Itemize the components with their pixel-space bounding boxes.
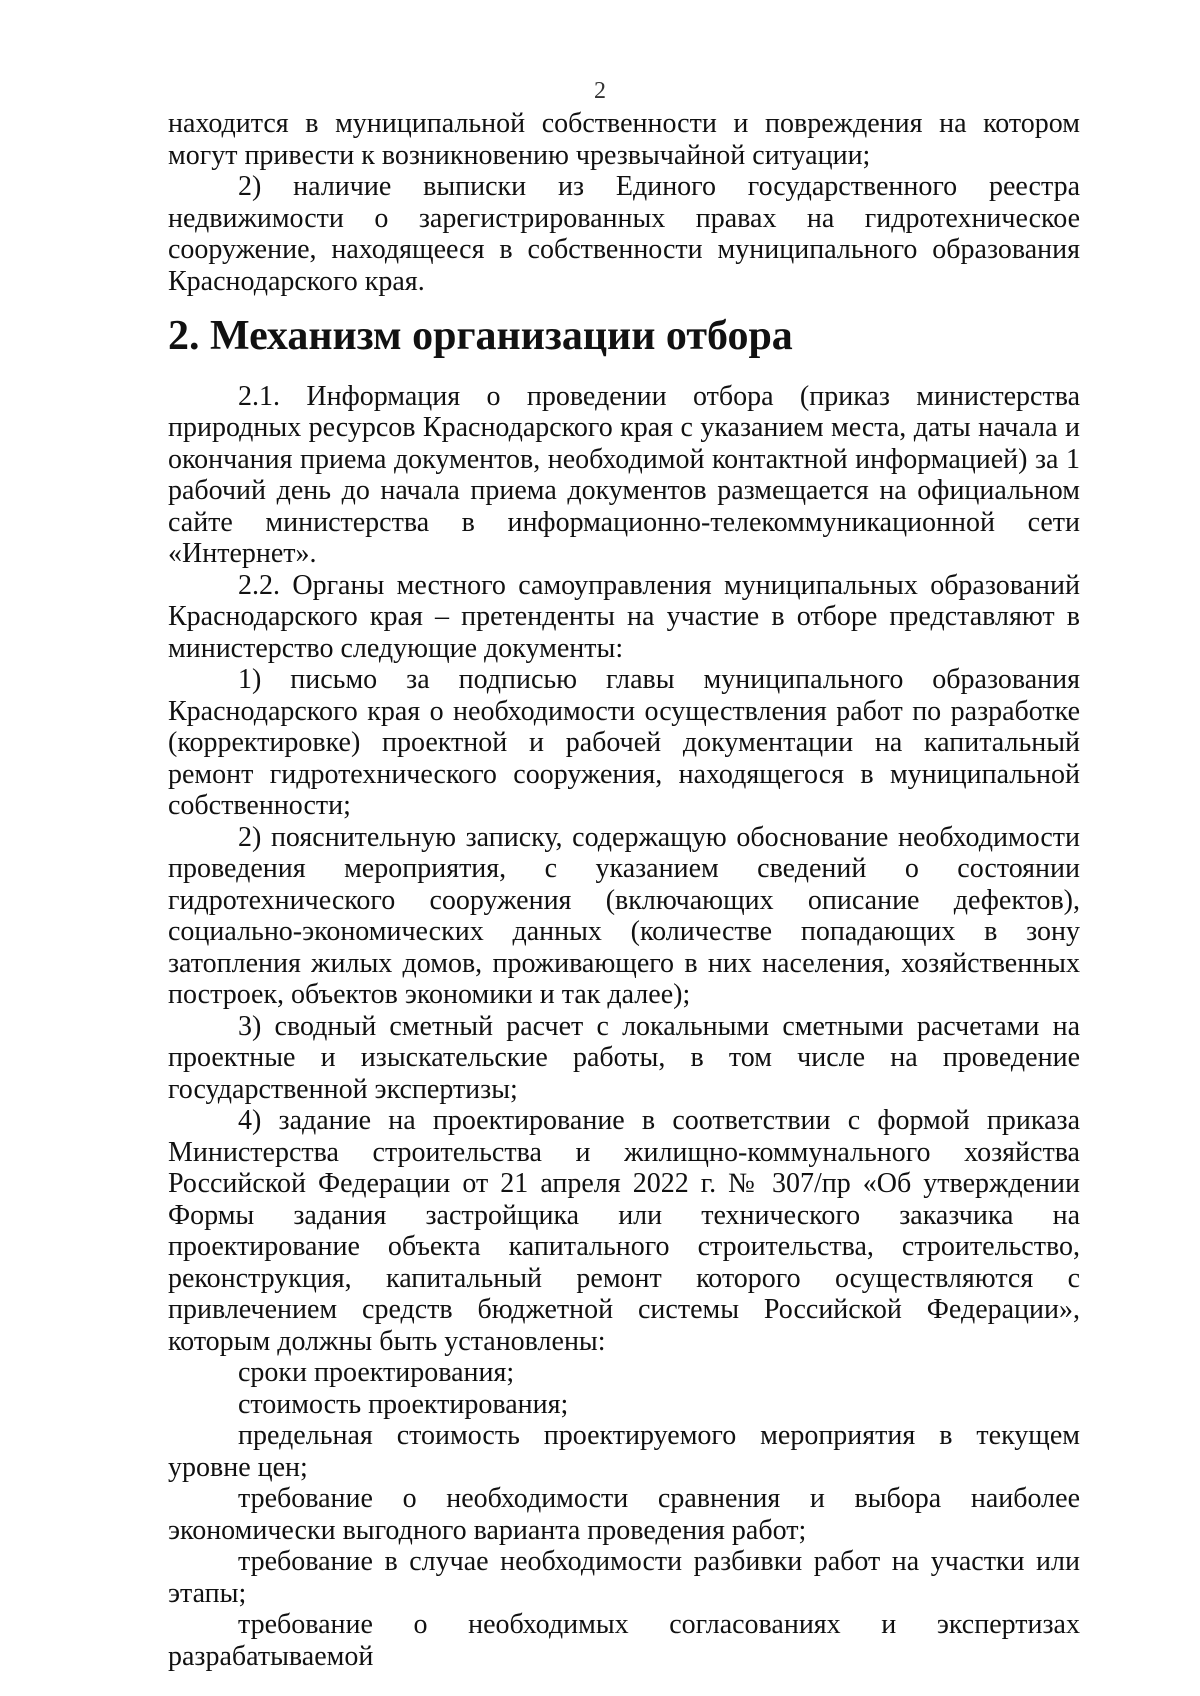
list-item: сроки проектирования; [238, 1357, 515, 1388]
paragraph-estimate: 3) сводный сметный расчет с локальными сметными расчетами на проектные и изыскательские работы, в том числе на проведение государственной экспертизы; [168, 1010, 1080, 1105]
paragraph-design-task: 4) задание на проектирование в соответствии с формой приказа Министерства строительства и жилищно-коммунального хозяйства Российской Федерации от 21 апреля 2022 г. № 307/пр «Об утверждении Формы задания застройщика или технического заказчика на проектирование объекта капитального строительства, строительство, реконструкция, капитальный ремонт которого осуществляются с привлечением средств бюджетной системы Российской Федерации», которым должны быть установлены: [168, 1105, 1080, 1357]
list-item: предельная стоимость проектируемого мероприятия в текущем уровне цен; [168, 1420, 1080, 1483]
paragraph-continuation: находится в муниципальной собственности и повреждения на котором могут привести к возникновению чрезвычайной ситуации; [168, 108, 1080, 171]
document-body [168, 108, 1080, 1672]
list-item: требование в случае необходимости разбивки работ на участки или этапы; [168, 1546, 1080, 1609]
paragraph-2-1: 2.1. Информация о проведении отбора (приказ министерства природных ресурсов Краснодарского края с указанием места, даты начала и окончания приема документов, необходимой контактной информацией) за 1 рабочий день до начала приема документов размещается на официальном сайте министерства в информационно-телекоммуникационной сети «Интернет». [168, 380, 1080, 569]
paragraph-item-2-extract: 2) наличие выписки из Единого государственного реестра недвижимости о зарегистрированных правах на гидротехническое сооружение, находящееся в собственности муниципального образования Краснодарского края. [168, 171, 1080, 297]
list-item: требование о необходимых согласованиях и экспертизах разрабатываемой [168, 1609, 1080, 1672]
page-number: 2 [594, 78, 606, 104]
section-heading: 2. Механизм организации отбора [168, 313, 793, 359]
list-item: требование о необходимости сравнения и выбора наиболее экономически выгодного варианта проведения работ; [168, 1483, 1080, 1546]
list-item: стоимость проектирования; [238, 1388, 569, 1420]
paragraph-explanatory-note: 2) пояснительную записку, содержащую обоснование необходимости проведения мероприятия, с указанием сведений о состоянии гидротехнического сооружения (включающих описание дефектов), социально-экономических данных (количестве попадающих в зону затопления жилых домов, проживающего в них населения, хозяйственных построек, объектов экономики и так далее); [168, 821, 1080, 1010]
paragraph-letter: 1) письмо за подписью главы муниципального образования Краснодарского края о необходимости осуществления работ по разработке (корректировке) проектной и рабочей документации на капитальный ремонт гидротехнического сооружения, находящегося в муниципальной собственности; [168, 664, 1080, 821]
paragraph-2-2: 2.2. Органы местного самоуправления муниципальных образований Краснодарского края – претенденты на участие в отборе представляют в министерство следующие документы: [168, 569, 1080, 664]
